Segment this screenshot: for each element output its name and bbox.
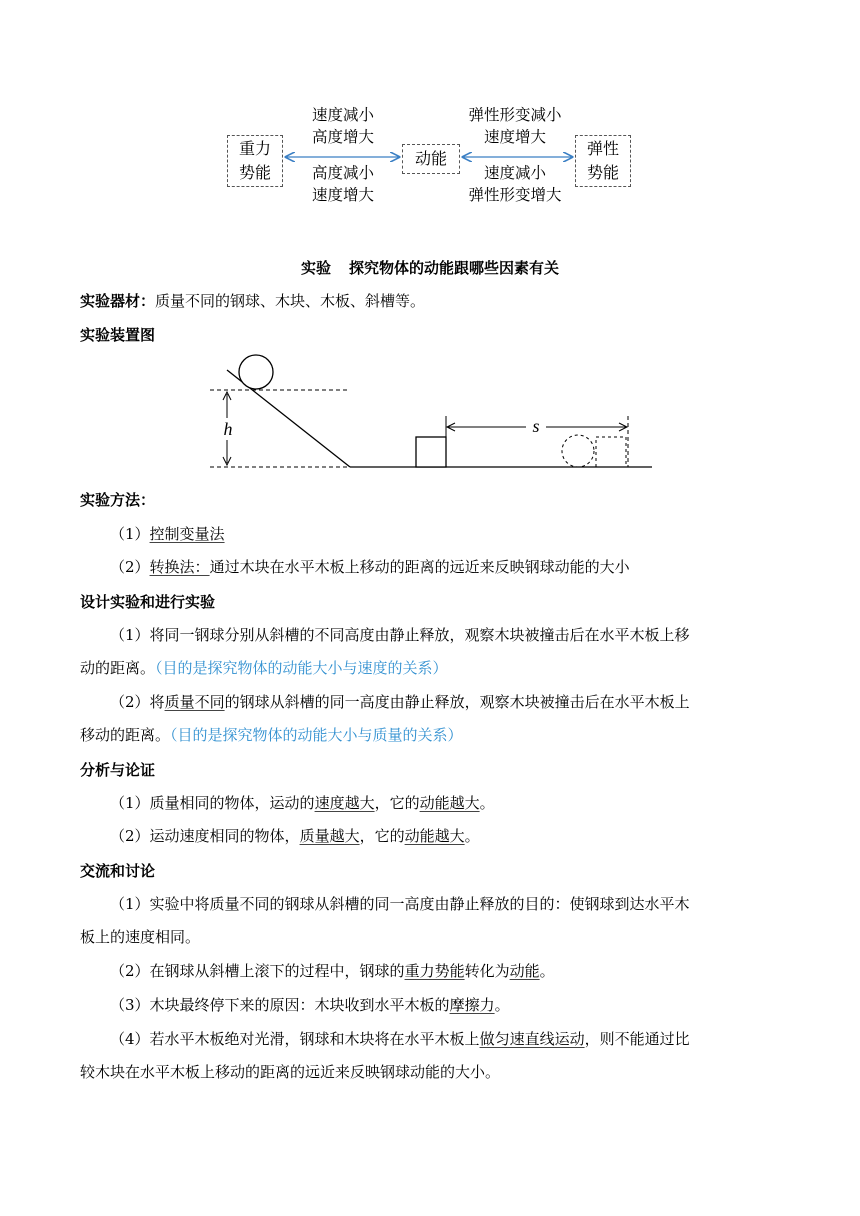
design-p1-line2: 动的距离。（目的是探究物体的动能大小与速度的关系） [80,659,448,677]
left-bottom-label: 高度减小 速度增大 [311,164,374,204]
method-item-1: （1）控制变量法 [110,525,225,543]
gravitational-potential-energy-box: 重力 势能 [227,135,283,187]
steel-ball [239,355,273,389]
ball-final-position [562,435,594,467]
design-p1-note: （目的是探究物体的动能大小与速度的关系） [155,659,448,677]
analysis-item-2: （2）运动速度相同的物体，质量越大，它的动能越大。 [110,827,480,845]
experiment-title: 实验 探究物体的动能跟哪些因素有关 [300,259,560,277]
distance-label: s [532,416,540,436]
right-top-label: 弹性形变减小 速度增大 [468,106,562,146]
energy-transformation-diagram [225,104,637,210]
design-p2-line1: （2）将质量不同的钢球从斜槽的同一高度由静止释放，观察木块被撞击后在水平木板上 [110,693,690,711]
discussion-item-3: （3）木块最终停下来的原因：木块收到水平木板的摩擦力。 [110,996,510,1014]
elastic-potential-energy-box: 弹性 势能 [575,135,631,187]
design-heading: 设计实验和进行实验 [80,593,216,611]
discussion-item-4-line1: （4）若水平木板绝对光滑，钢球和木块将在水平木板上做匀速直线运动，则不能通过比 [110,1030,690,1048]
materials-label: 实验器材： [80,292,156,310]
analysis-heading: 分析与论证 [80,761,156,779]
discussion-item-4-line2: 较木块在水平木板上移动的距离的远近来反映钢球动能的大小。 [80,1063,501,1081]
left-top-label: 速度减小 高度增大 [311,106,374,146]
discussion-item-1-line2: 板上的速度相同。 [80,928,201,946]
design-p1-line1: （1）将同一钢球分别从斜槽的不同高度由静止释放，观察木块被撞击后在水平木板上移 [110,626,690,644]
discussion-item-1-line1: （1）实验中将质量不同的钢球从斜槽的同一高度由静止释放的目的：使钢球到达水平木 [110,895,690,913]
materials-line [80,290,425,312]
materials-text: 质量不同的钢球、木块、木板、斜槽等。 [155,292,426,310]
method-heading: 实验方法： [80,491,156,509]
kinetic-energy-box: 动能 [402,144,460,174]
discussion-heading: 交流和讨论 [80,862,156,880]
method-item-2: （2）转换法：通过木块在水平木板上移动的距离的远近来反映钢球动能的大小 [110,558,630,576]
apparatus-heading: 实验装置图 [80,326,156,344]
design-p2-note: （目的是探究物体的动能大小与质量的关系） [170,726,463,744]
discussion-item-2: （2）在钢球从斜槽上滚下的过程中，钢球的重力势能转化为动能。 [110,962,555,980]
apparatus-diagram [200,350,660,475]
height-label: h [223,419,233,439]
block-final-position [596,437,626,467]
right-bottom-label: 速度减小 弹性形变增大 [468,164,562,204]
analysis-item-1: （1）质量相同的物体，运动的速度越大，它的动能越大。 [110,794,495,812]
design-p2-line2: 移动的距离。（目的是探究物体的动能大小与质量的关系） [80,726,463,744]
wood-block [416,437,446,467]
